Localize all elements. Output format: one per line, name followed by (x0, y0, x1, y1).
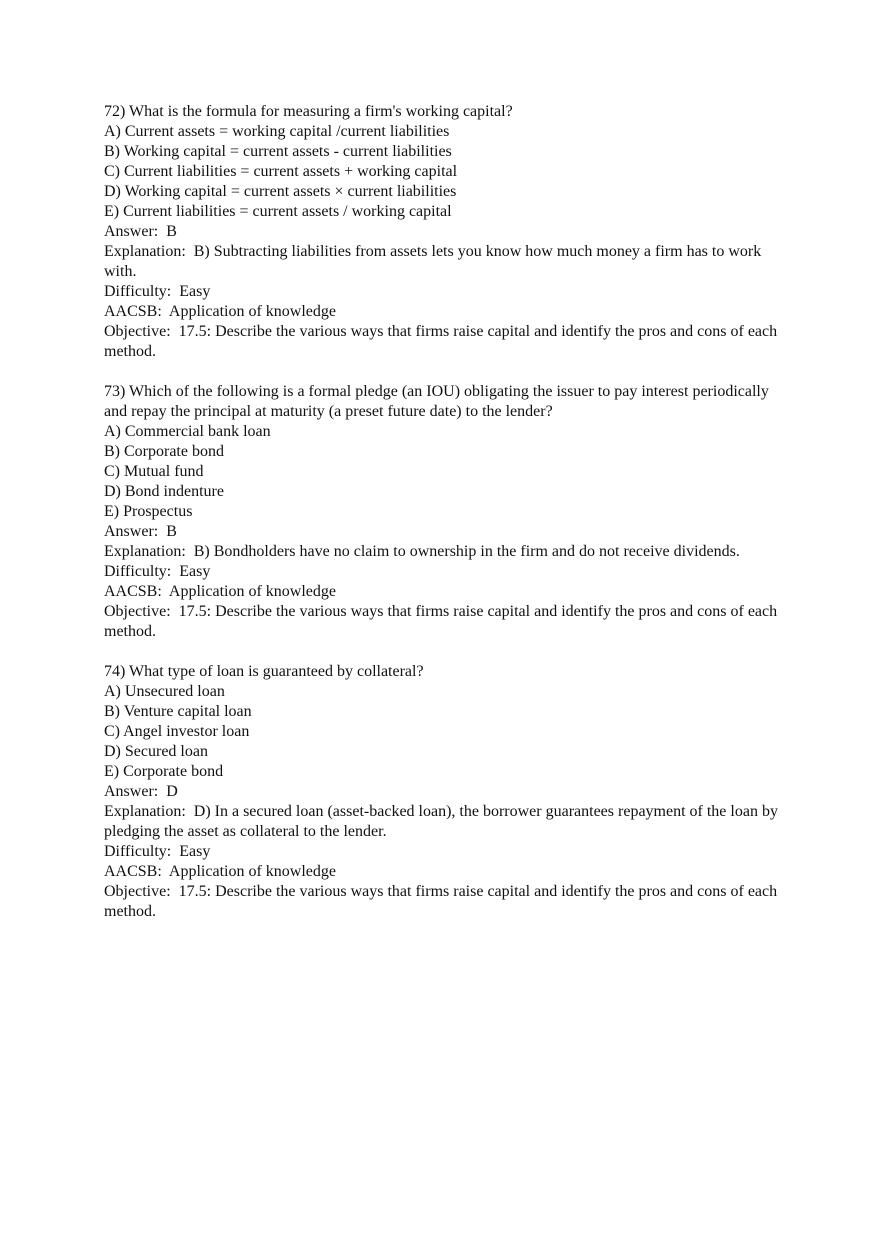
document-page (104, 102, 784, 942)
difficulty: Difficulty: Easy (104, 283, 211, 300)
objective: Objective: 17.5: Describe the various ways that firms raise capital and identify the pros and cons of each method. (104, 883, 782, 920)
question-stem: 72) What is the formula for measuring a firm's working capital? (104, 103, 513, 120)
difficulty: Difficulty: Easy (104, 563, 211, 580)
answer: Answer: B (104, 523, 177, 540)
objective: Objective: 17.5: Describe the various ways that firms raise capital and identify the pros and cons of each method. (104, 323, 782, 360)
answer: Answer: D (104, 783, 178, 800)
option-c: C) Mutual fund (104, 463, 204, 480)
question-72 (104, 102, 784, 362)
option-e: E) Current liabilities = current assets / working capital (104, 203, 452, 220)
option-e: E) Prospectus (104, 503, 193, 520)
option-b: B) Working capital = current assets - current liabilities (104, 143, 452, 160)
option-c: C) Current liabilities = current assets + working capital (104, 163, 458, 180)
aacsb: AACSB: Application of knowledge (104, 303, 336, 320)
explanation: Explanation: B) Bondholders have no claim to ownership in the firm and do not receive dividends. (104, 543, 740, 560)
option-a: A) Commercial bank loan (104, 423, 271, 440)
explanation: Explanation: B) Subtracting liabilities from assets lets you know how much money a firm has to work with. (104, 243, 766, 280)
aacsb: AACSB: Application of knowledge (104, 583, 336, 600)
aacsb: AACSB: Application of knowledge (104, 863, 336, 880)
option-d: D) Bond indenture (104, 483, 224, 500)
option-e: E) Corporate bond (104, 763, 224, 780)
option-b: B) Venture capital loan (104, 703, 252, 720)
explanation: Explanation: D) In a secured loan (asset-backed loan), the borrower guarantees repayment of the loan by pledging the asset as collateral to the lender. (104, 803, 782, 840)
option-a: A) Current assets = working capital /current liabilities (104, 123, 450, 140)
difficulty: Difficulty: Easy (104, 843, 211, 860)
option-d: D) Working capital = current assets × current liabilities (104, 183, 457, 200)
option-c: C) Angel investor loan (104, 723, 250, 740)
answer: Answer: B (104, 223, 177, 240)
option-b: B) Corporate bond (104, 443, 224, 460)
option-a: A) Unsecured loan (104, 683, 225, 700)
option-d: D) Secured loan (104, 743, 208, 760)
objective: Objective: 17.5: Describe the various ways that firms raise capital and identify the pros and cons of each method. (104, 603, 782, 640)
question-73 (104, 382, 784, 642)
question-stem: 73) Which of the following is a formal pledge (an IOU) obligating the issuer to pay interest periodically and repay the principal at maturity (a preset future date) to the lender? (104, 383, 773, 420)
question-stem: 74) What type of loan is guaranteed by collateral? (104, 663, 424, 680)
question-74 (104, 662, 784, 922)
